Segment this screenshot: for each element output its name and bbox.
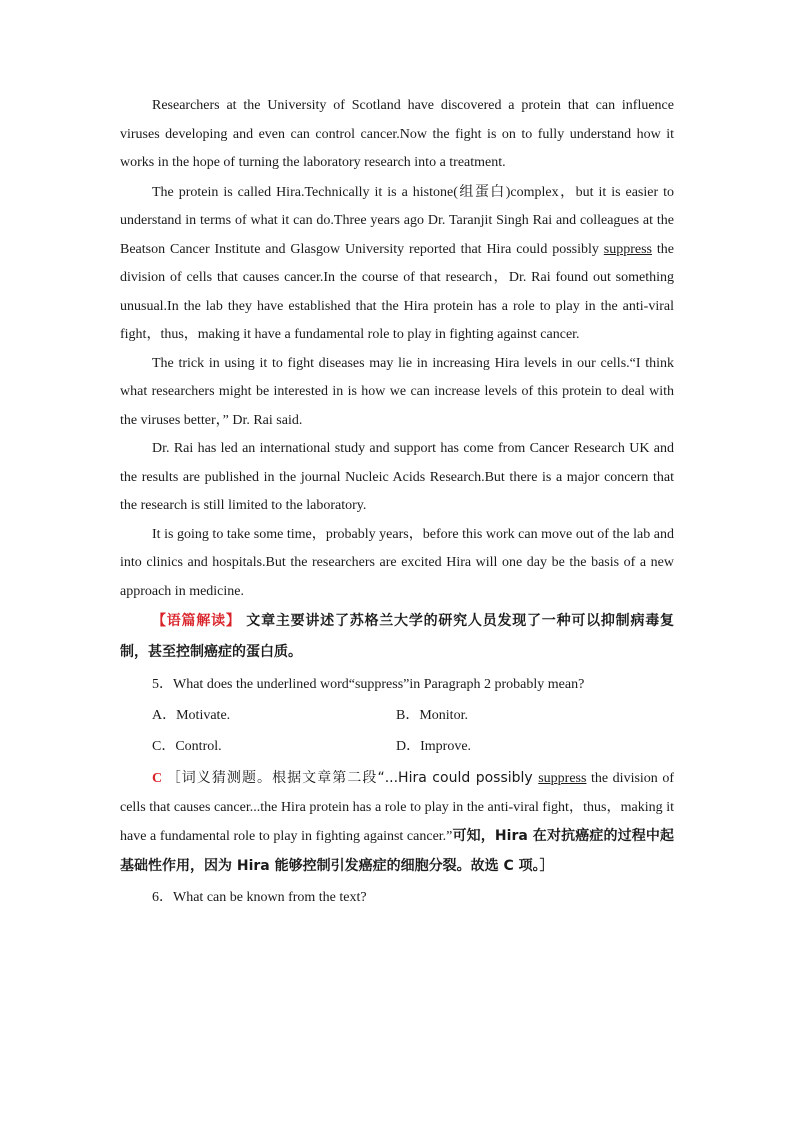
question-6-stem [120,883,674,913]
paragraph-2-chinese-gloss: 组蛋白 [457,183,506,200]
paragraph-1: Researchers at the University of Scotland have discovered a protein that can influence viruses developing and even can control cancer.Now the fight is on to fully understand how it works in the hope of turning the laboratory research into a treatment. [120,98,674,170]
paragraph-2-part-a: The protein is called Hira.Technically it is a histone( [152,184,458,200]
paragraph-2 [120,178,674,350]
reading-note-tag: 【语篇解读】 [152,613,241,629]
reading-note [120,606,674,668]
question-5-options [120,700,674,762]
paragraph-5: It is going to take some time，probably years，before this work can move out of the lab and into clinics and hospitals.But the researchers are excited Hira will one day be the basis of a new approach in medicine. [120,526,674,599]
explanation-part-a: ［词义猜测题。根据文章第二段“...Hira could possibly [166,770,539,786]
explanation-part-c: 可知，Hira 在对抗癌症的过程中起基础性作用，因为 Hira 能够控制引发癌症的细胞分裂。故选 C 项。］ [120,828,674,874]
paragraph-2-part-c: the division of cells that causes cancer.In the course of that research，Dr. Rai found out something unusual.In the lab they have established that the Hira protein has a role to play in the anti-viral fight，thus，making it have a fundamental role to play in fighting against cancer. [120,241,674,342]
paragraph-3: The trick in using it to fight diseases may lie in increasing Hira levels in our cells.“I think what researchers might be interested in is how we can increase levels of this protein to deal with the viruses better，” Dr. Rai said. [120,355,674,428]
reading-note-text: 文章主要讲述了苏格兰大学的研究人员发现了一种可以抑制病毒复制，甚至控制癌症的蛋白质。 [120,613,675,660]
explanation-underlined-word: suppress [538,771,587,786]
option-a: A．Motivate. [152,708,231,723]
explanation-part-b: the division of cells that causes cancer...the Hira protein has a role to play in the anti-viral fight，thus，making it have a fundamental role to play in fighting against cancer.” [120,771,675,844]
question-5-text: What does the underlined word“suppress”in Paragraph 2 probably mean? [173,677,585,692]
question-6-text: What can be known from the text? [173,890,367,905]
paragraph-2-part-b: )complex，but it is easier to understand in terms of what it can do.Three years ago Dr. Taranjit Singh Rai and colleagues at the Beatson Cancer Institute and Glasgow University reported that Hira could possibly [120,184,675,257]
question-5-stem [120,670,674,700]
question-5-number: 5． [152,677,173,692]
answer-letter: C [152,771,163,786]
option-d: D．Improve. [396,739,472,754]
underlined-word-suppress: suppress [603,241,652,257]
question-6-number: 6． [152,890,173,905]
document-content [120,92,674,913]
paragraph-4: Dr. Rai has led an international study and support has come from Cancer Research UK and the results are published in the journal Nucleic Acids Research.But there is a major concern that the research is still limited to the laboratory. [120,441,674,513]
question-5-explanation [120,764,674,881]
option-c: C．Control. [152,739,222,754]
option-b: B．Monitor. [396,708,468,723]
